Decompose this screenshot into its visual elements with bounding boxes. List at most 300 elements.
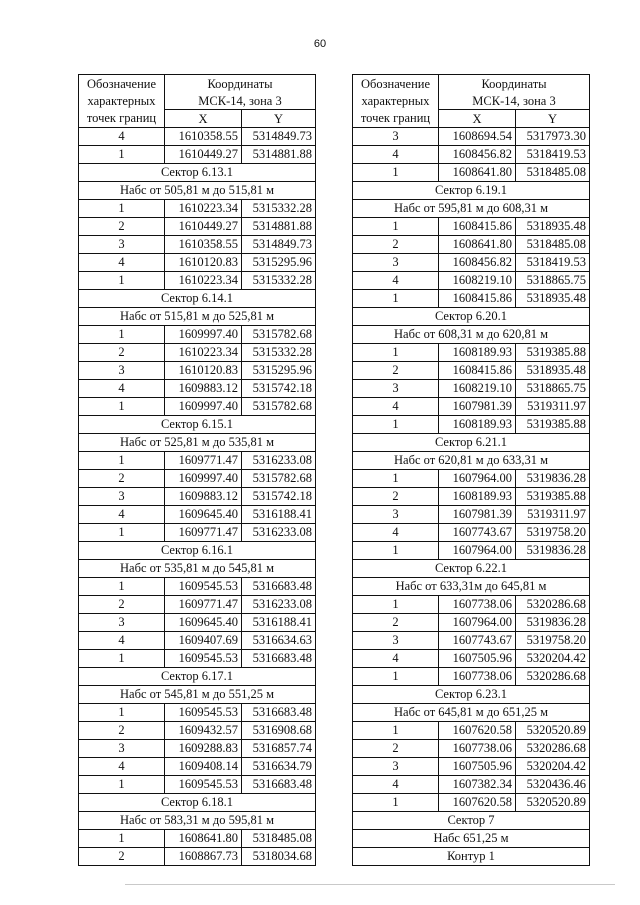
point-row — [79, 470, 316, 488]
point-number: 1 — [353, 416, 439, 434]
coordinate-x: 1608415.86 — [439, 218, 516, 236]
point-number: 1 — [79, 776, 165, 794]
coordinate-x: 1609545.53 — [165, 704, 242, 722]
coordinate-y: 5316683.48 — [242, 776, 316, 794]
point-row — [353, 668, 590, 686]
point-row — [353, 218, 590, 236]
sector-row — [79, 668, 316, 686]
point-number: 2 — [353, 488, 439, 506]
coordinate-y: 5316634.79 — [242, 758, 316, 776]
point-row — [353, 650, 590, 668]
coordinate-y: 5316683.48 — [242, 704, 316, 722]
coordinate-x: 1609545.53 — [165, 776, 242, 794]
sector-label: Набс от 583,31 м до 595,81 м — [79, 812, 316, 830]
sector-label: Сектор 7 — [353, 812, 590, 830]
point-number: 3 — [79, 362, 165, 380]
sector-row — [353, 434, 590, 452]
sector-label: Набс от 620,81 м до 633,31 м — [353, 452, 590, 470]
sector-label: Сектор 6.18.1 — [79, 794, 316, 812]
coordinate-x: 1609432.57 — [165, 722, 242, 740]
point-row — [79, 632, 316, 650]
coordinate-y: 5316188.41 — [242, 614, 316, 632]
coordinate-y: 5316857.74 — [242, 740, 316, 758]
coordinate-x: 1607505.96 — [439, 650, 516, 668]
point-number: 1 — [353, 596, 439, 614]
sector-row — [353, 452, 590, 470]
point-row — [79, 578, 316, 596]
coordinate-x: 1607620.58 — [439, 722, 516, 740]
sector-label: Сектор 6.15.1 — [79, 416, 316, 434]
coordinate-y: 5318935.48 — [516, 218, 590, 236]
coordinate-y: 5318485.08 — [516, 164, 590, 182]
point-number: 1 — [79, 200, 165, 218]
point-row — [79, 596, 316, 614]
point-row — [79, 218, 316, 236]
point-number: 4 — [79, 632, 165, 650]
sector-row — [79, 794, 316, 812]
point-number: 1 — [353, 470, 439, 488]
point-row — [353, 632, 590, 650]
sector-label: Набс от 515,81 м до 525,81 м — [79, 308, 316, 326]
sector-label: Сектор 6.21.1 — [353, 434, 590, 452]
point-row — [353, 614, 590, 632]
point-row — [353, 794, 590, 812]
header-designation-line-3: точек границ — [353, 110, 439, 128]
header-row-2 — [79, 92, 316, 110]
point-row — [79, 740, 316, 758]
point-number: 1 — [79, 524, 165, 542]
point-row — [79, 128, 316, 146]
coordinate-y: 5315332.28 — [242, 344, 316, 362]
coordinate-x: 1607620.58 — [439, 794, 516, 812]
point-number: 2 — [79, 470, 165, 488]
coordinate-x: 1608641.80 — [439, 164, 516, 182]
header-x: X — [439, 110, 516, 128]
coordinate-x: 1608189.93 — [439, 344, 516, 362]
header-y: Y — [516, 110, 590, 128]
coordinate-y: 5318419.53 — [516, 146, 590, 164]
coordinate-x: 1608415.86 — [439, 290, 516, 308]
point-row — [353, 722, 590, 740]
point-row — [79, 758, 316, 776]
coordinate-y: 5315295.96 — [242, 362, 316, 380]
coordinate-y: 5317973.30 — [516, 128, 590, 146]
coordinate-x: 1607382.34 — [439, 776, 516, 794]
point-number: 4 — [79, 254, 165, 272]
point-number: 2 — [353, 236, 439, 254]
page-number: 60 — [313, 38, 327, 50]
point-row — [353, 344, 590, 362]
coordinate-x: 1609408.14 — [165, 758, 242, 776]
header-designation-line-3: точек границ — [79, 110, 165, 128]
coordinate-x: 1607505.96 — [439, 758, 516, 776]
coordinate-x: 1609883.12 — [165, 380, 242, 398]
sector-row — [353, 848, 590, 866]
coordinate-y: 5315332.28 — [242, 200, 316, 218]
scan-edge-line — [125, 884, 615, 885]
point-number: 4 — [353, 146, 439, 164]
point-row — [79, 524, 316, 542]
coordinate-x: 1609997.40 — [165, 398, 242, 416]
coordinate-y: 5320286.68 — [516, 668, 590, 686]
point-number: 1 — [79, 578, 165, 596]
sector-row — [353, 326, 590, 344]
coordinate-y: 5314849.73 — [242, 128, 316, 146]
sector-label: Сектор 6.23.1 — [353, 686, 590, 704]
coordinate-y: 5320286.68 — [516, 740, 590, 758]
sector-row — [79, 308, 316, 326]
point-number: 3 — [353, 632, 439, 650]
coordinate-y: 5319758.20 — [516, 524, 590, 542]
coordinate-y: 5316233.08 — [242, 452, 316, 470]
point-number: 2 — [79, 596, 165, 614]
coordinate-y: 5314849.73 — [242, 236, 316, 254]
coordinates-table-left — [78, 74, 316, 866]
coordinate-x: 1608456.82 — [439, 254, 516, 272]
point-row — [353, 146, 590, 164]
point-row — [79, 200, 316, 218]
sector-row — [353, 812, 590, 830]
coordinate-y: 5319385.88 — [516, 488, 590, 506]
header-row-3 — [79, 110, 316, 128]
coordinate-x: 1610223.34 — [165, 344, 242, 362]
point-number: 1 — [79, 650, 165, 668]
point-row — [353, 776, 590, 794]
coordinate-y: 5315782.68 — [242, 470, 316, 488]
point-number: 4 — [79, 380, 165, 398]
point-row — [79, 398, 316, 416]
coordinate-x: 1607738.06 — [439, 596, 516, 614]
coordinate-x: 1610223.34 — [165, 272, 242, 290]
sector-row — [79, 560, 316, 578]
coordinate-x: 1610358.55 — [165, 128, 242, 146]
point-number: 2 — [353, 362, 439, 380]
point-row — [79, 722, 316, 740]
coordinate-y: 5320204.42 — [516, 650, 590, 668]
coordinate-x: 1609997.40 — [165, 470, 242, 488]
point-row — [79, 614, 316, 632]
header-row-3 — [353, 110, 590, 128]
point-row — [79, 146, 316, 164]
sector-row — [353, 182, 590, 200]
point-number: 3 — [353, 254, 439, 272]
sector-row — [353, 704, 590, 722]
header-x: X — [165, 110, 242, 128]
coordinate-y: 5315742.18 — [242, 488, 316, 506]
coordinate-y: 5318935.48 — [516, 362, 590, 380]
header-designation-line-2: характерных — [79, 92, 165, 110]
header-coordinate-system: МСК-14, зона 3 — [439, 92, 590, 110]
coordinate-x: 1610358.55 — [165, 236, 242, 254]
point-number: 1 — [79, 272, 165, 290]
point-number: 1 — [79, 452, 165, 470]
point-row — [353, 740, 590, 758]
coordinates-table-right — [352, 74, 590, 866]
point-row — [353, 524, 590, 542]
point-row — [79, 830, 316, 848]
header-coordinates-title: Координаты — [165, 75, 316, 93]
point-row — [79, 362, 316, 380]
point-number: 3 — [353, 380, 439, 398]
point-number: 3 — [353, 506, 439, 524]
header-row-1 — [353, 75, 590, 93]
coordinate-x: 1608415.86 — [439, 362, 516, 380]
sector-label: Сектор 6.13.1 — [79, 164, 316, 182]
sector-row — [353, 308, 590, 326]
sector-row — [79, 290, 316, 308]
coordinate-y: 5319385.88 — [516, 416, 590, 434]
point-number: 2 — [353, 740, 439, 758]
coordinate-y: 5319385.88 — [516, 344, 590, 362]
point-number: 1 — [353, 218, 439, 236]
header-row-2 — [353, 92, 590, 110]
sector-row — [353, 686, 590, 704]
point-row — [353, 362, 590, 380]
point-number: 3 — [79, 236, 165, 254]
coordinate-x: 1608189.93 — [439, 416, 516, 434]
point-row — [79, 236, 316, 254]
point-number: 1 — [79, 398, 165, 416]
sector-row — [79, 686, 316, 704]
sector-row — [353, 560, 590, 578]
point-row — [79, 488, 316, 506]
point-row — [353, 236, 590, 254]
sector-row — [79, 812, 316, 830]
sector-row — [79, 164, 316, 182]
coordinate-x: 1608219.10 — [439, 272, 516, 290]
coordinate-x: 1608641.80 — [165, 830, 242, 848]
coordinate-x: 1610120.83 — [165, 362, 242, 380]
sector-label: Набс от 545,81 м до 551,25 м — [79, 686, 316, 704]
point-number: 1 — [79, 146, 165, 164]
coordinate-y: 5320436.46 — [516, 776, 590, 794]
header-coordinates-title: Координаты — [439, 75, 590, 93]
coordinate-y: 5316634.63 — [242, 632, 316, 650]
point-number: 4 — [79, 758, 165, 776]
coordinate-y: 5318865.75 — [516, 380, 590, 398]
sector-label: Набс от 608,31 м до 620,81 м — [353, 326, 590, 344]
header-designation-line-1: Обозначение — [353, 75, 439, 93]
point-row — [353, 758, 590, 776]
point-number: 2 — [353, 614, 439, 632]
coordinate-x: 1607964.00 — [439, 614, 516, 632]
point-row — [79, 506, 316, 524]
sector-row — [79, 434, 316, 452]
coordinate-x: 1610449.27 — [165, 146, 242, 164]
sector-label: Сектор 6.16.1 — [79, 542, 316, 560]
coordinate-y: 5320520.89 — [516, 794, 590, 812]
sector-row — [353, 578, 590, 596]
point-row — [79, 650, 316, 668]
coordinate-x: 1609645.40 — [165, 506, 242, 524]
coordinate-x: 1609545.53 — [165, 650, 242, 668]
header-designation-line-1: Обозначение — [79, 75, 165, 93]
coordinate-y: 5315782.68 — [242, 326, 316, 344]
coordinate-y: 5316683.48 — [242, 578, 316, 596]
point-number: 4 — [353, 272, 439, 290]
coordinate-y: 5319311.97 — [516, 398, 590, 416]
coordinate-x: 1609771.47 — [165, 524, 242, 542]
sector-label: Набс 651,25 м — [353, 830, 590, 848]
coordinate-y: 5316908.68 — [242, 722, 316, 740]
coordinate-x: 1608189.93 — [439, 488, 516, 506]
coordinate-x: 1609771.47 — [165, 596, 242, 614]
coordinate-y: 5316683.48 — [242, 650, 316, 668]
point-row — [353, 506, 590, 524]
coordinate-x: 1609997.40 — [165, 326, 242, 344]
point-row — [353, 416, 590, 434]
coordinate-y: 5315742.18 — [242, 380, 316, 398]
coordinate-x: 1609771.47 — [165, 452, 242, 470]
point-number: 2 — [79, 344, 165, 362]
point-number: 1 — [353, 722, 439, 740]
point-number: 1 — [79, 704, 165, 722]
sector-row — [79, 416, 316, 434]
sector-label: Набс от 633,31м до 645,81 м — [353, 578, 590, 596]
coordinate-x: 1607738.06 — [439, 740, 516, 758]
point-number: 4 — [79, 506, 165, 524]
coordinate-x: 1610120.83 — [165, 254, 242, 272]
point-number: 1 — [353, 344, 439, 362]
coordinate-y: 5319311.97 — [516, 506, 590, 524]
point-row — [353, 470, 590, 488]
coordinate-y: 5314881.88 — [242, 146, 316, 164]
coordinate-y: 5316188.41 — [242, 506, 316, 524]
header-coordinate-system: МСК-14, зона 3 — [165, 92, 316, 110]
sector-label: Набс от 595,81 м до 608,31 м — [353, 200, 590, 218]
point-number: 1 — [79, 326, 165, 344]
point-number: 1 — [79, 830, 165, 848]
coordinate-x: 1607743.67 — [439, 524, 516, 542]
coordinate-x: 1610449.27 — [165, 218, 242, 236]
coordinate-y: 5318485.08 — [516, 236, 590, 254]
coordinate-x: 1607964.00 — [439, 470, 516, 488]
point-number: 2 — [79, 722, 165, 740]
point-row — [353, 128, 590, 146]
point-number: 3 — [353, 128, 439, 146]
point-number: 4 — [79, 128, 165, 146]
coordinate-x: 1609545.53 — [165, 578, 242, 596]
point-row — [79, 254, 316, 272]
coordinate-x: 1607981.39 — [439, 506, 516, 524]
sector-label: Сектор 6.19.1 — [353, 182, 590, 200]
point-row — [353, 290, 590, 308]
coordinate-y: 5315295.96 — [242, 254, 316, 272]
coordinate-x: 1608456.82 — [439, 146, 516, 164]
coordinate-x: 1608867.73 — [165, 848, 242, 866]
coordinate-y: 5318865.75 — [516, 272, 590, 290]
header-y: Y — [242, 110, 316, 128]
point-row — [79, 326, 316, 344]
point-number: 2 — [79, 848, 165, 866]
point-row — [79, 704, 316, 722]
point-row — [353, 542, 590, 560]
coordinate-y: 5320204.42 — [516, 758, 590, 776]
coordinate-x: 1609407.69 — [165, 632, 242, 650]
sector-label: Сектор 6.20.1 — [353, 308, 590, 326]
coordinate-x: 1607738.06 — [439, 668, 516, 686]
sector-label: Набс от 535,81 м до 545,81 м — [79, 560, 316, 578]
point-number: 4 — [353, 776, 439, 794]
point-row — [79, 776, 316, 794]
coordinate-x: 1608694.54 — [439, 128, 516, 146]
sector-row — [79, 542, 316, 560]
coordinate-x: 1607964.00 — [439, 542, 516, 560]
sector-row — [79, 182, 316, 200]
coordinate-y: 5315782.68 — [242, 398, 316, 416]
coordinate-y: 5318034.68 — [242, 848, 316, 866]
coordinate-y: 5319758.20 — [516, 632, 590, 650]
point-row — [353, 164, 590, 182]
header-row-1 — [79, 75, 316, 93]
point-row — [353, 254, 590, 272]
point-number: 1 — [353, 164, 439, 182]
sector-label: Сектор 6.17.1 — [79, 668, 316, 686]
point-row — [353, 398, 590, 416]
point-row — [79, 344, 316, 362]
point-number: 4 — [353, 524, 439, 542]
sector-row — [353, 200, 590, 218]
coordinate-y: 5320520.89 — [516, 722, 590, 740]
point-row — [353, 272, 590, 290]
point-number: 1 — [353, 668, 439, 686]
coordinate-x: 1610223.34 — [165, 200, 242, 218]
coordinate-x: 1608219.10 — [439, 380, 516, 398]
point-row — [353, 488, 590, 506]
point-row — [79, 848, 316, 866]
point-number: 1 — [353, 290, 439, 308]
point-number: 3 — [79, 740, 165, 758]
sector-label: Сектор 6.22.1 — [353, 560, 590, 578]
point-row — [79, 380, 316, 398]
coordinate-y: 5319836.28 — [516, 470, 590, 488]
coordinate-y: 5316233.08 — [242, 524, 316, 542]
sector-label: Набс от 645,81 м до 651,25 м — [353, 704, 590, 722]
header-designation-line-2: характерных — [353, 92, 439, 110]
point-number: 2 — [79, 218, 165, 236]
coordinate-y: 5318485.08 — [242, 830, 316, 848]
coordinate-y: 5314881.88 — [242, 218, 316, 236]
sector-label: Набс от 505,81 м до 515,81 м — [79, 182, 316, 200]
coordinate-y: 5320286.68 — [516, 596, 590, 614]
coordinate-x: 1607981.39 — [439, 398, 516, 416]
coordinate-y: 5315332.28 — [242, 272, 316, 290]
coordinate-x: 1607743.67 — [439, 632, 516, 650]
coordinate-x: 1609645.40 — [165, 614, 242, 632]
point-number: 4 — [353, 398, 439, 416]
point-row — [353, 596, 590, 614]
point-row — [79, 272, 316, 290]
sector-label: Контур 1 — [353, 848, 590, 866]
coordinate-x: 1608641.80 — [439, 236, 516, 254]
coordinate-y: 5319836.28 — [516, 542, 590, 560]
coordinate-y: 5318935.48 — [516, 290, 590, 308]
point-number: 1 — [353, 542, 439, 560]
point-number: 3 — [353, 758, 439, 776]
point-row — [79, 452, 316, 470]
sector-label: Набс от 525,81 м до 535,81 м — [79, 434, 316, 452]
coordinate-x: 1609288.83 — [165, 740, 242, 758]
sector-row — [353, 830, 590, 848]
sector-label: Сектор 6.14.1 — [79, 290, 316, 308]
coordinate-y: 5316233.08 — [242, 596, 316, 614]
point-number: 3 — [79, 488, 165, 506]
point-number: 3 — [79, 614, 165, 632]
coordinate-y: 5319836.28 — [516, 614, 590, 632]
point-number: 4 — [353, 650, 439, 668]
coordinate-x: 1609883.12 — [165, 488, 242, 506]
coordinate-y: 5318419.53 — [516, 254, 590, 272]
